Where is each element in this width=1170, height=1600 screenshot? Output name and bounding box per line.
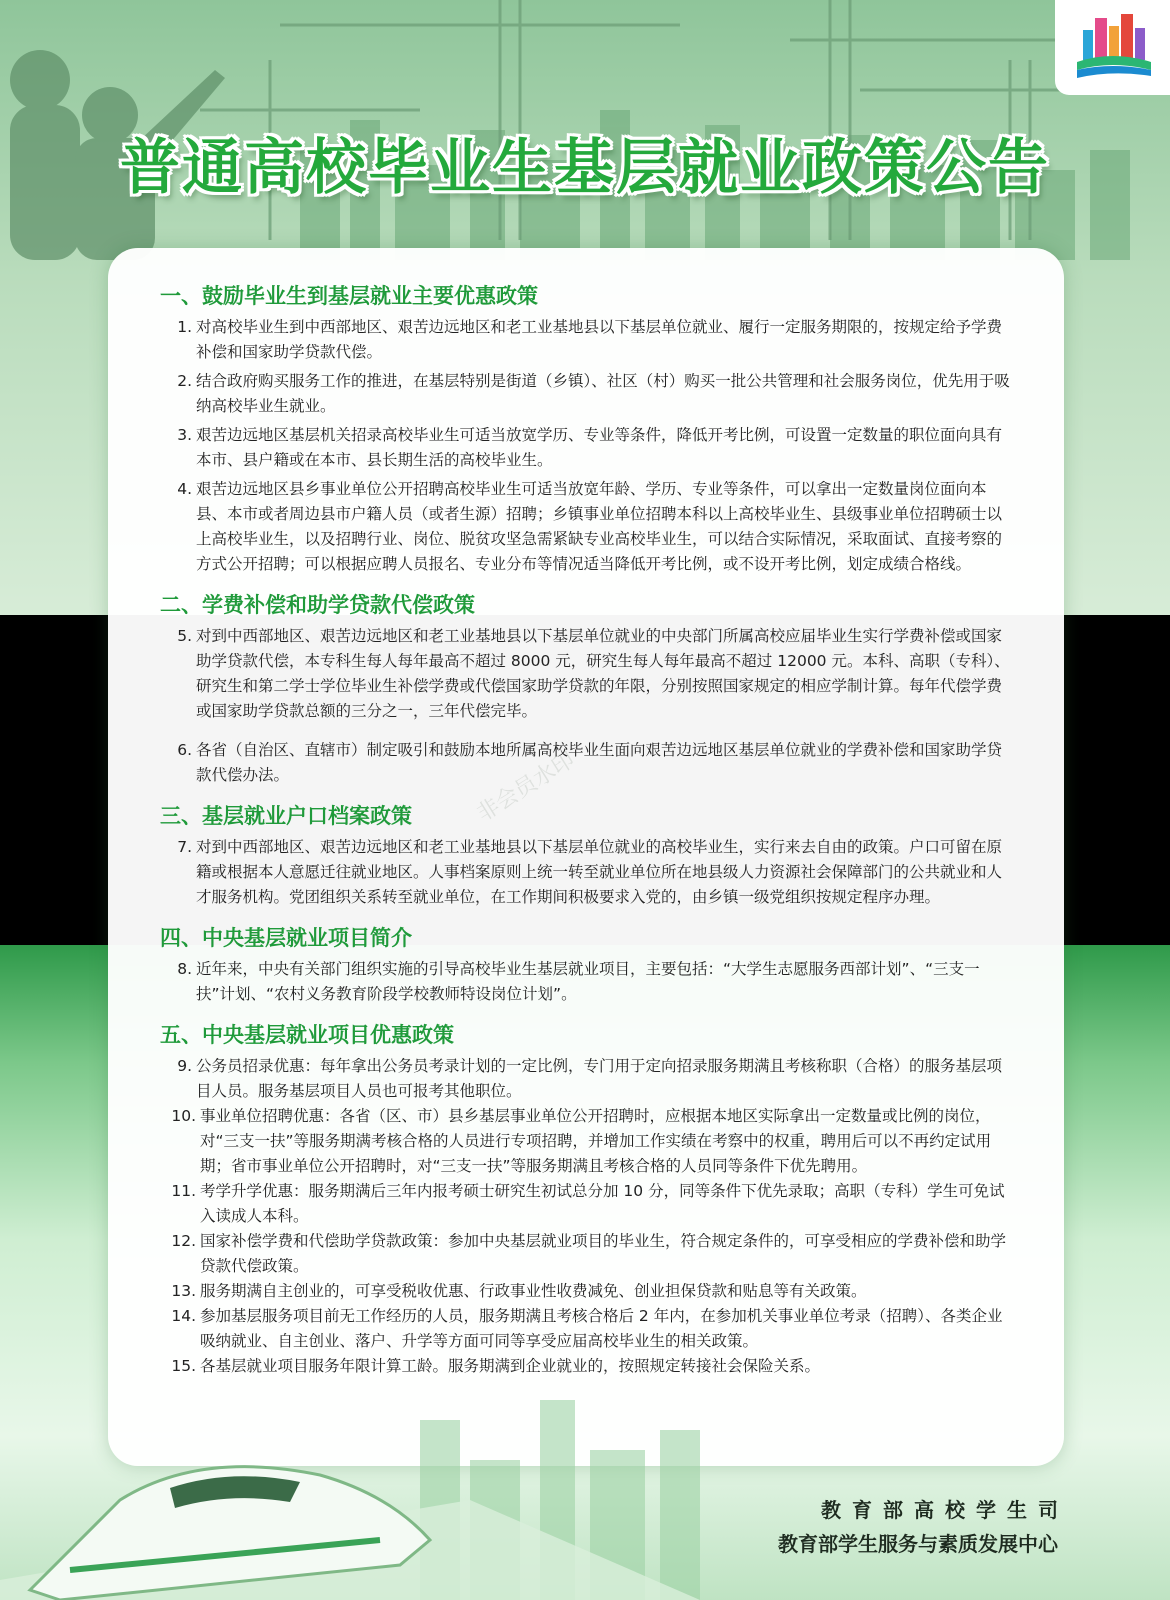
item-number: 6. xyxy=(177,741,192,759)
logo xyxy=(1055,0,1170,95)
section-heading: 五、中央基层就业项目优惠政策 xyxy=(160,1023,454,1047)
item-text: 对到中西部地区、艰苦边远地区和老工业基地县以下基层单位就业的高校毕业生，实行来去自由的政策。户口可留在原籍或根据本人意愿迁往就业地区。人事档案原则上统一转至就业单位所在地县级人力资源社会保障部门的公共就业和人才服务机构。党团组织关系转至就业单位，在工作期间积极要求入党的，由乡镇一级党组织按规定程序办理。 xyxy=(196,838,1003,906)
item-number: 10. xyxy=(171,1107,196,1125)
item-number: 12. xyxy=(171,1232,196,1250)
item-text: 艰苦边远地区基层机关招录高校毕业生可适当放宽学历、专业等条件，降低开考比例，可设置一定数量的职位面向具有本市、县户籍或在本市、县长期生活的高校毕业生。 xyxy=(196,426,1003,469)
watermark: 非会员水印 xyxy=(472,747,580,827)
policy-item xyxy=(170,423,1015,473)
issuer-line-2: 教育部学生服务与素质发展中心 xyxy=(778,1532,1058,1556)
policy-item xyxy=(170,477,1015,577)
item-number: 5. xyxy=(177,627,192,645)
item-number: 4. xyxy=(177,480,192,498)
item-text: 考学升学优惠：服务期满后三年内报考硕士研究生初试总分加 10 分，同等条件下优先录取；高职（专科）学生可免试入读成人本科。 xyxy=(200,1182,1005,1225)
item-text: 公务员招录优惠：每年拿出公务员考录计划的一定比例，专门用于定向招录服务期满且考核称职（合格）的服务基层项目人员。服务基层项目人员也可报考其他职位。 xyxy=(196,1057,1003,1100)
section-heading: 二、学费补偿和助学贷款代偿政策 xyxy=(160,593,475,617)
item-number: 9. xyxy=(177,1057,192,1075)
issuer-footer xyxy=(778,1493,1069,1561)
page-title: 普通高校毕业生基层就业政策公告 xyxy=(120,133,1050,203)
policy-item xyxy=(170,624,1015,724)
section-heading: 三、基层就业户口档案政策 xyxy=(160,804,412,828)
policy-item xyxy=(170,369,1015,419)
item-text: 结合政府购买服务工作的推进，在基层特别是街道（乡镇）、社区（村）购买一批公共管理和社会服务岗位，优先用于吸纳高校毕业生就业。 xyxy=(196,372,1010,415)
policy-item xyxy=(170,835,1015,910)
item-number: 7. xyxy=(177,838,192,856)
policy-item xyxy=(170,957,1015,1007)
item-number: 15. xyxy=(171,1357,196,1375)
policy-item xyxy=(170,1229,1015,1279)
policy-item xyxy=(170,1104,1015,1179)
policy-item xyxy=(170,315,1015,365)
policy-item xyxy=(170,1179,1015,1229)
item-text: 对到中西部地区、艰苦边远地区和老工业基地县以下基层单位就业的中央部门所属高校应届毕业生实行学费补偿或国家助学贷款代偿，本专科生每人每年最高不超过 8000 元，研究生每人每年最高不超过 12000 元。本科、高职（专科）、研究生和第二学士学位毕业生补偿学费或代偿国家助学贷款的年限，分别按照国家规定的相应学制计算。每年代偿学费或国家助学贷款总额的三分之一，三年代偿完毕。 xyxy=(196,627,1010,720)
item-text: 国家补偿学费和代偿助学贷款政策：参加中央基层就业项目的毕业生，符合规定条件的，可享受相应的学费补偿和助学贷款代偿政策。 xyxy=(200,1232,1007,1275)
colorful-city-logo-icon xyxy=(1055,0,1170,95)
policy-content xyxy=(160,282,1015,1379)
policy-item xyxy=(170,1279,1015,1304)
item-text: 各省（自治区、直辖市）制定吸引和鼓励本地所属高校毕业生面向艰苦边远地区基层单位就业的学费补偿和国家助学贷款代偿办法。 xyxy=(196,741,1003,784)
item-text: 服务期满自主创业的，可享受税收优惠、行政事业性收费减免、创业担保贷款和贴息等有关政策。 xyxy=(200,1282,867,1300)
policy-item xyxy=(170,1304,1015,1354)
item-number: 1. xyxy=(177,318,192,336)
item-number: 13. xyxy=(171,1282,196,1300)
item-text: 艰苦边远地区县乡事业单位公开招聘高校毕业生可适当放宽年龄、学历、专业等条件，可以拿出一定数量岗位面向本县、本市或者周边县市户籍人员（或者生源）招聘；乡镇事业单位招聘本科以上高校毕业生、县级事业单位招聘硕士以上高校毕业生，以及招聘行业、岗位、脱贫攻坚急需紧缺专业高校毕业生，可以结合实际情况，采取面试、直接考察的方式公开招聘；可以根据应聘人员报名、专业分布等情况适当降低开考比例，或不设开考比例，划定成绩合格线。 xyxy=(196,480,1003,573)
item-number: 11. xyxy=(171,1182,196,1200)
item-number: 3. xyxy=(177,426,192,444)
item-text: 事业单位招聘优惠：各省（区、市）县乡基层事业单位公开招聘时，应根据本地区实际拿出一定数量或比例的岗位，对“三支一扶”等服务期满考核合格的人员进行专项招聘，并增加工作实绩在考察中的权重，聘用后可以不再约定试用期；省市事业单位公开招聘时，对“三支一扶”等服务期满且考核合格的人员同等条件下优先聘用。 xyxy=(200,1107,992,1175)
item-number: 2. xyxy=(177,372,192,390)
policy-item xyxy=(170,738,1015,788)
item-number: 14. xyxy=(171,1307,196,1325)
train-scene xyxy=(0,1380,1170,1600)
issuer-line-1: 教育部高校学生司 xyxy=(821,1498,1069,1522)
section-heading: 一、鼓励毕业生到基层就业主要优惠政策 xyxy=(160,284,538,308)
policy-item xyxy=(170,1354,1015,1379)
item-text: 参加基层服务项目前无工作经历的人员，服务期满且考核合格后 2 年内，在参加机关事业单位考录（招聘）、各类企业吸纳就业、自主创业、落户、升学等方面可同等享受应届高校毕业生的相关政策。 xyxy=(200,1307,1003,1350)
policy-item xyxy=(170,1054,1015,1104)
item-text: 对高校毕业生到中西部地区、艰苦边远地区和老工业基地县以下基层单位就业、履行一定服务期限的，按规定给予学费补偿和国家助学贷款代偿。 xyxy=(196,318,1003,361)
section-heading: 四、中央基层就业项目简介 xyxy=(160,926,412,950)
item-number: 8. xyxy=(177,960,192,978)
item-text: 近年来，中央有关部门组织实施的引导高校毕业生基层就业项目，主要包括：“大学生志愿服务西部计划”、“三支一扶”计划、“农村义务教育阶段学校教师特设岗位计划”。 xyxy=(196,960,980,1003)
item-text: 各基层就业项目服务年限计算工龄。服务期满到企业就业的，按照规定转接社会保险关系。 xyxy=(200,1357,821,1375)
